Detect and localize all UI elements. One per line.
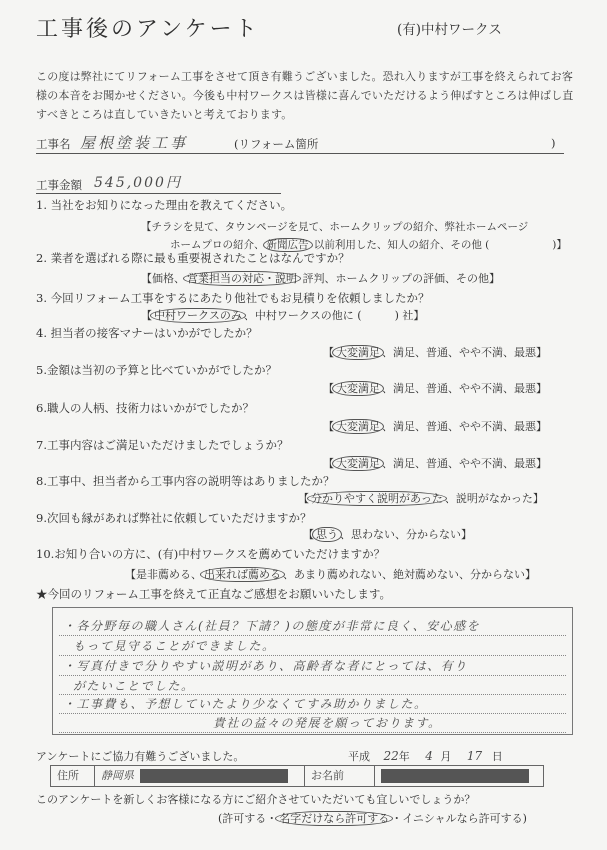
- name-label: お名前: [305, 766, 375, 786]
- address-field[interactable]: [95, 766, 305, 786]
- ruled-line: [59, 675, 566, 676]
- question-8: 8.工事中、担当者から工事内容の説明等はありましたか？: [36, 474, 335, 488]
- selected-answer-9[interactable]: 思う: [312, 527, 342, 542]
- question-6-options: 【 大変満足 、満足、普通、やや不満、最悪】: [323, 420, 547, 433]
- selected-permission[interactable]: 名字だけなら許可する: [275, 811, 393, 826]
- selected-answer-10[interactable]: 出来れば薦める: [200, 567, 285, 582]
- question-8-options: 【 分かりやすく説明があった 、説明がなかった】: [298, 492, 544, 505]
- work-name-value: 屋根塗装工事: [80, 134, 189, 152]
- question-1-options-line1: 【チラシを見て、タウンページを見て、ホームクリップの紹介、弊社ホームページ: [141, 221, 529, 233]
- question-6: 6.職人の人柄、技術力はいかがでしたか？: [36, 401, 254, 415]
- comment-line-2: もって見守ることができました。: [73, 639, 276, 653]
- selected-answer-4[interactable]: 大変満足: [332, 345, 384, 360]
- redacted-name: [381, 769, 529, 783]
- question-1-options-line2: ホームプロの紹介、 新聞広告 以前利用した、知人の紹介、その他 ( )】: [170, 239, 567, 251]
- question-10-options: 【是非薦める、 出来れば薦める 、あまり薦めれない、絶対薦めない、分からない】: [125, 568, 536, 581]
- thanks-message: アンケートにご協力有難うございました。: [36, 750, 245, 763]
- date-month: 4: [425, 749, 433, 763]
- selected-answer-3[interactable]: 中村ワークスのみ: [150, 308, 246, 323]
- selected-answer-8[interactable]: 分かりやすく説明があった: [307, 491, 447, 506]
- document-title: 工事後のアンケート: [36, 17, 260, 42]
- selected-answer-6[interactable]: 大変満足: [332, 419, 384, 434]
- comment-line-6: 貴社の益々の発展を願っております。: [213, 716, 442, 730]
- work-name-field: [36, 132, 564, 154]
- amount-value: 545,000円: [94, 175, 182, 191]
- selected-answer-5[interactable]: 大変満足: [332, 381, 384, 396]
- question-3-options: 【 中村ワークスのみ 、中村ワークスの他に ( ) 社】: [141, 309, 425, 322]
- question-4: 4. 担当者の接客マナーはいかがでしたか？: [36, 326, 258, 340]
- question-9-options: 【 思う 、思わない、分からない】: [303, 528, 472, 541]
- comment-line-5: ・工事費も、予想していたより少なくてすみ助かりました。: [63, 697, 428, 711]
- permission-question: このアンケートを新しくお客様になる方にご紹介させていただいても宜しいでしょうか？: [36, 793, 476, 806]
- question-5: 5.金額は当初の予算と比べていかがでしたか？: [36, 363, 277, 377]
- comment-line-3: ・写真付きで分りやすい説明があり、高齢者な者にとっては、有り: [63, 659, 468, 673]
- question-5-options: 【 大変満足 、満足、普通、やや不満、最悪】: [323, 382, 547, 395]
- reform-location-label: (リフォーム箇所: [234, 137, 319, 151]
- survey-date: 平成 22年 4 月 17 日: [348, 749, 503, 763]
- address-value: 静岡県: [101, 769, 134, 782]
- amount-label: 工事金額: [36, 178, 82, 192]
- intro-paragraph: この度は弊社にてリフォーム工事をさせて頂き有難うございました。恐れ入りますが工事を終えられてお客様の本音をお聞かせください。今後も中村ワークスは皆様に喜んでいただけるよう伸ばすところは伸ばし直すべきところは直していきたいと考えております。: [36, 70, 574, 121]
- ruled-line: [59, 655, 566, 656]
- comment-line-1: ・各分野毎の職人さん(社員？下請？)の態度が非常に良く、安心感を: [63, 619, 481, 633]
- question-4-options: 【 大変満足 、満足、普通、やや不満、最悪】: [323, 346, 547, 359]
- comments-box[interactable]: [52, 607, 573, 735]
- date-day: 17: [466, 749, 483, 763]
- question-3: 3. 今回リフォーム工事をするにあたり他社でもお見積りを依頼しましたか？: [36, 291, 430, 305]
- question-2: 2. 業者を選ばれる際に最も重要視されたことはなんですか？: [36, 251, 350, 265]
- work-name-label: 工事名: [36, 137, 71, 151]
- selected-answer-1[interactable]: 新聞広告: [263, 238, 313, 252]
- selected-answer-2[interactable]: 営業担当の対応・説明: [183, 271, 301, 286]
- question-9: 9.次回も縁があれば弊社に依頼していただけますか？: [36, 511, 312, 525]
- question-10: 10.お知り合いの方に、(有)中村ワークスを薦めていただけますか？: [36, 547, 386, 561]
- question-7: 7.工事内容はご満足いただけましたでしょうか？: [36, 438, 289, 452]
- ruled-line: [59, 732, 566, 733]
- permission-options: (許可する・ 名字だけなら許可する ・イニシャルなら許可する): [218, 812, 527, 825]
- reform-location-close: ): [551, 136, 556, 150]
- question-7-options: 【 大変満足 、満足、普通、やや不満、最悪】: [323, 457, 547, 470]
- comments-prompt: ★今回のリフォーム工事を終えて正直なご感想をお願いいたします。: [36, 587, 392, 601]
- company-name: (有)中村ワークス: [397, 22, 502, 38]
- selected-answer-7[interactable]: 大変満足: [332, 456, 384, 471]
- question-2-options: 【価格、 営業担当の対応・説明 評判、ホームクリップの評価、その他】: [141, 272, 501, 285]
- comment-line-4: がたいことでした。: [73, 679, 195, 693]
- amount-field: [36, 174, 281, 194]
- name-field[interactable]: [375, 766, 543, 786]
- question-1: 1. 当社をお知りになった理由を教えてください。: [36, 198, 293, 212]
- address-label: 住所: [51, 766, 95, 786]
- date-year: 22: [383, 749, 399, 763]
- redacted-address: [140, 769, 288, 783]
- ruled-line: [59, 635, 566, 636]
- customer-info-table: [50, 765, 544, 787]
